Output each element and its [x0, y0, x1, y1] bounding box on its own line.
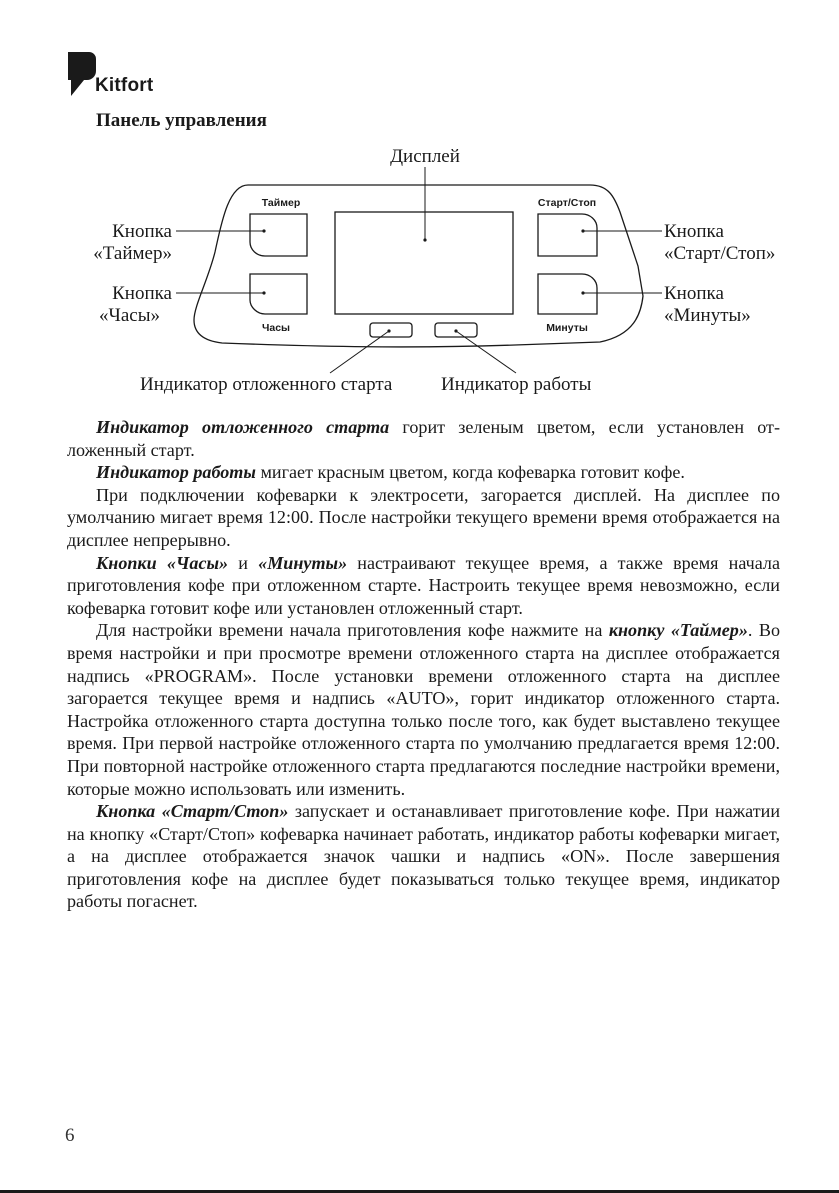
leader-dots — [262, 229, 584, 332]
clock-panel-button — [250, 274, 307, 314]
term-emphasis: Кнопки «Часы» — [96, 552, 229, 573]
callout-start-stop-line2: «Старт/Стоп» — [664, 243, 776, 264]
paragraph — [67, 800, 780, 913]
callout-minutes-line2: «Минуты» — [664, 305, 751, 326]
text-run: и — [228, 552, 259, 573]
start-stop-panel-button — [538, 214, 597, 256]
minutes-panel-button — [538, 274, 597, 314]
page-number: 6 — [65, 1125, 75, 1146]
text-run: . Во время настройки и при просмотре времени отложенного старта на дисплее отображается надпись «PROGRAM». После установки времени отложенного старта на дисплее загорается текущее время и надпись «AUTO», горит индикатор отложенного старта. Настройка отложенного старта доступна только после того, как будет выставлено текущее время. При первой настройке отложенного старта по умолчанию предлагается время 12:00. При повторной настройке отложенного старта предлагаются последние настройки времени, которые можно использовать или изменить. — [67, 620, 780, 799]
kitfort-logo-mark-icon — [67, 51, 97, 97]
kitfort-logo — [67, 51, 177, 101]
display-screen — [335, 212, 513, 314]
term-emphasis: «Минуты» — [258, 552, 348, 573]
callout-timer-line2: «Таймер» — [93, 243, 172, 264]
paragraph — [67, 416, 780, 461]
paragraph — [67, 619, 780, 800]
callout-clock-line1: Кнопка — [112, 283, 172, 304]
text-run: запускает и останавливает приготовление кофе. При нажатии на кнопку «Старт/Стоп» кофеварка начинает работать, индикатор работы кофеварки мигает, а на дисплее отображается значок чашки и надпись «ON». После завершения приготовления кофе на дисплее будет показываться только текущее время, индикатор работы погаснет. — [67, 801, 780, 912]
term-emphasis: кнопку «Таймер» — [608, 620, 748, 641]
paragraph — [67, 484, 780, 552]
panel-label-minutes: Минуты — [546, 322, 588, 334]
control-panel-diagram — [0, 140, 839, 400]
term-emphasis: Индикатор отложенного старта — [96, 417, 390, 437]
callout-start-stop-line1: Кнопка — [664, 221, 724, 242]
callout-delayed-start-indicator: Индикатор отложенного старта — [140, 374, 393, 395]
panel-label-start-stop: Старт/Стоп — [537, 197, 597, 209]
callout-minutes-line1: Кнопка — [664, 283, 724, 304]
text-run: настраивают текущее время, а также время начала приготовления кофе при отложенном старте. Настроить текущее время невозможно, если кофеварка готовит кофе или установлен отложенный старт. — [67, 552, 780, 618]
text-run: Для настройки времени начала приготовления кофе нажмите на — [96, 620, 609, 641]
callout-timer-line1: Кнопка — [112, 221, 172, 242]
logo-text: Kitfort — [95, 75, 154, 96]
panel-label-clock: Часы — [261, 322, 291, 334]
term-emphasis: Индикатор работы — [96, 462, 256, 483]
body-text — [67, 416, 780, 913]
timer-panel-button — [250, 214, 307, 256]
callout-work-indicator: Индикатор работы — [441, 374, 592, 395]
section-title: Панель управления — [96, 110, 267, 131]
term-emphasis: Кнопка «Старт/Стоп» — [96, 801, 289, 822]
panel-label-timer: Таймер — [261, 197, 301, 209]
text-run: горит зеленым цветом, если установлен отложенный старт. — [67, 417, 780, 460]
callout-clock-line2: «Часы» — [99, 305, 160, 326]
text-run: мигает красным цветом, когда кофеварка готовит кофе. — [255, 462, 685, 483]
display-caption: Дисплей — [390, 146, 460, 167]
paragraph — [67, 552, 780, 620]
paragraph — [67, 461, 780, 484]
delayed-start-indicator — [370, 323, 412, 337]
text-run: При подключении кофеварки к электросети, загорается дисплей. На дисплее по умолчанию мигает время 12:00. После настройки текущего времени время отображается на дисплее непрерывно. — [67, 484, 780, 550]
